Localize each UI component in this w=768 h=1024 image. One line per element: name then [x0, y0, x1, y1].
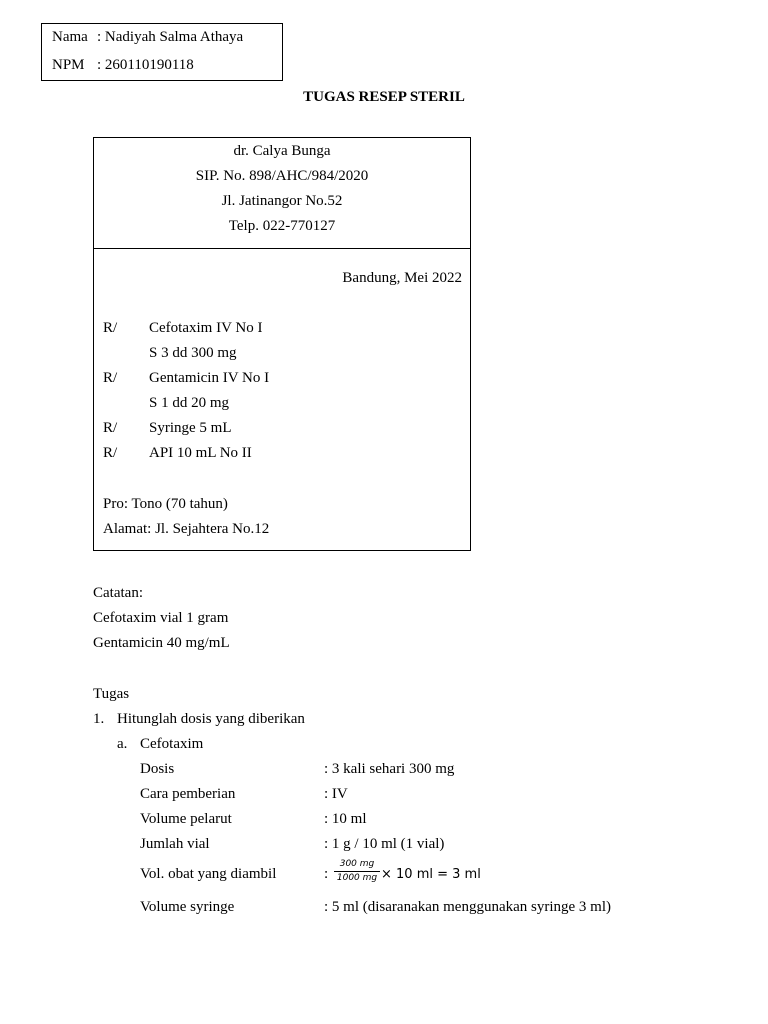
row-value: : IV [324, 786, 348, 802]
npm-value: : 260110190118 [97, 57, 194, 73]
rx-item: Gentamicin IV No I [149, 370, 270, 386]
notes-line: Cefotaxim vial 1 gram [93, 610, 229, 626]
vol-numerator: 300 mg [334, 859, 380, 872]
nama-value: : Nadiyah Salma Athaya [97, 29, 244, 45]
rx-item: Syringe 5 mL [149, 420, 232, 436]
patient-name: Pro: Tono (70 tahun) [103, 496, 228, 512]
vol-label: Vol. obat yang diambil [140, 866, 277, 882]
nama-label: Nama [52, 29, 88, 45]
notes-heading: Catatan: [93, 585, 143, 601]
place-date: Bandung, Mei 2022 [342, 270, 462, 286]
syringe-value: : 5 ml (disaranakan menggunakan syringe 3 ml) [324, 899, 612, 915]
vol-fraction [334, 859, 380, 884]
rx-item: Cefotaxim IV No I [149, 320, 263, 336]
row-label: Jumlah vial [140, 836, 210, 852]
row-label: Cara pemberian [140, 786, 236, 802]
npm-label: NPM [52, 57, 85, 73]
rx-mark: R/ [103, 420, 118, 436]
prescription-divider [93, 248, 471, 249]
rx-mark: R/ [103, 370, 118, 386]
doctor-phone: Telp. 022-770127 [228, 218, 336, 234]
row-value: : 3 kali sehari 300 mg [324, 761, 455, 777]
doctor-sip: SIP. No. 898/AHC/984/2020 [195, 168, 369, 184]
rx-item: API 10 mL No II [149, 445, 252, 461]
task-sub-letter: a. [117, 736, 128, 752]
rx-item: S 1 dd 20 mg [149, 395, 230, 411]
doctor-name: dr. Calya Bunga [233, 143, 331, 159]
row-label: Volume pelarut [140, 811, 232, 827]
row-value: : 10 ml [324, 811, 367, 827]
vol-denominator: 1000 mg [336, 873, 378, 883]
patient-address: Alamat: Jl. Sejahtera No.12 [103, 521, 270, 537]
notes-line: Gentamicin 40 mg/mL [93, 635, 230, 651]
task-item-text: Hitunglah dosis yang diberikan [117, 711, 305, 727]
page-title: TUGAS RESEP STERIL [303, 89, 465, 105]
syringe-label: Volume syringe [140, 899, 235, 915]
rx-mark: R/ [103, 320, 118, 336]
rx-mark: R/ [103, 445, 118, 461]
task-heading: Tugas [93, 686, 130, 702]
vol-colon: : [324, 866, 329, 882]
rx-item: S 3 dd 300 mg [149, 345, 237, 361]
row-label: Dosis [140, 761, 175, 777]
row-value: : 1 g / 10 ml (1 vial) [324, 836, 445, 852]
task-sub-text: Cefotaxim [140, 736, 204, 752]
doctor-address: Jl. Jatinangor No.52 [221, 193, 343, 209]
vol-result: × 10 ml = 3 ml [381, 867, 481, 882]
task-item-number: 1. [93, 711, 105, 727]
